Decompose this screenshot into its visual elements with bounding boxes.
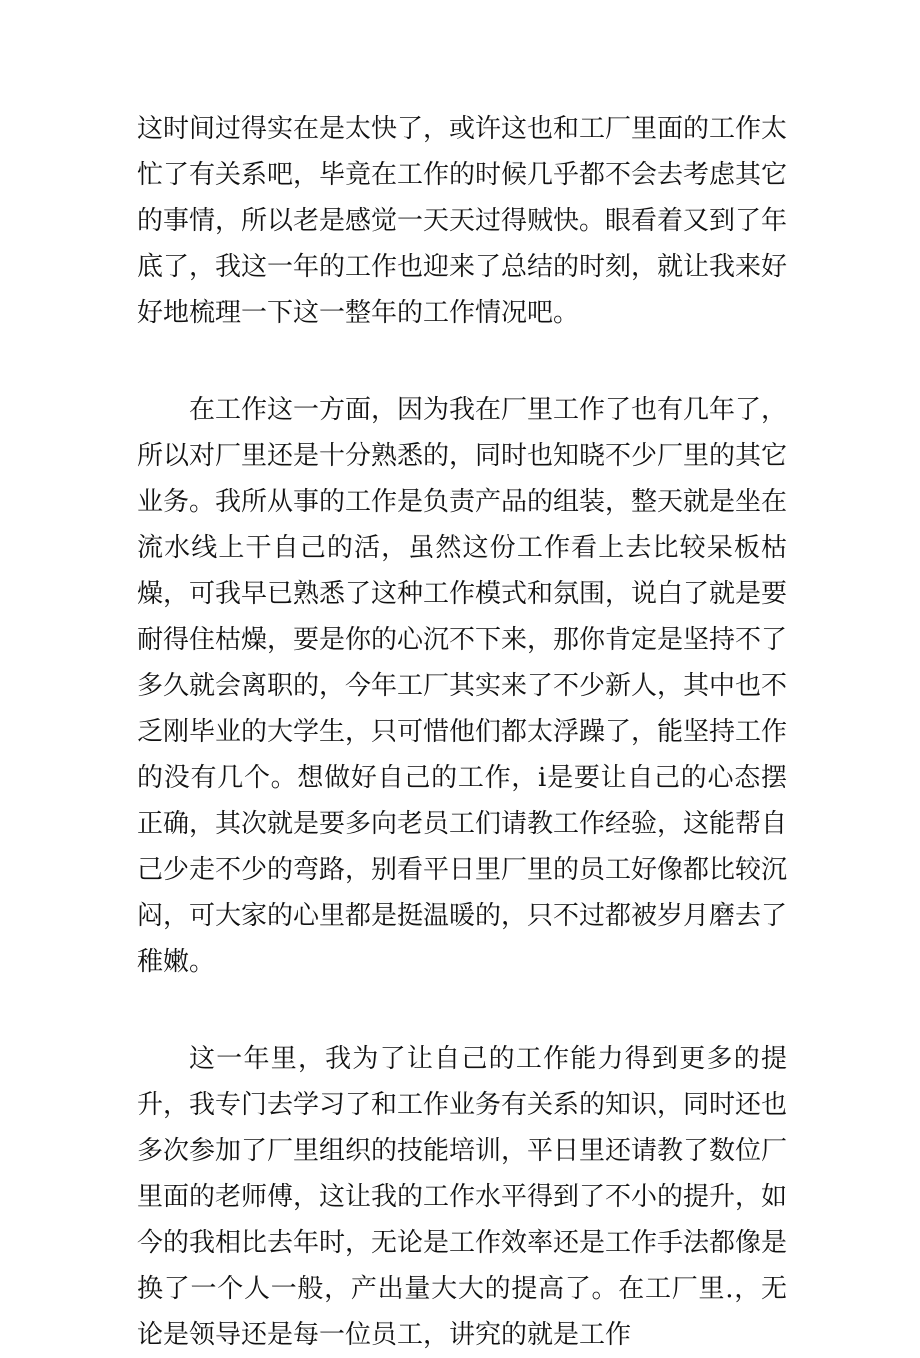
paragraph-3: 这一年里，我为了让自己的工作能力得到更多的提升，我专门去学习了和工作业务有关系的知识，同时还也多次参加了厂里组织的技能培训，平日里还请教了数位厂里面的老师傅，这让我的工作水平得到了不小的提升，如今的我相比去年时，无论是工作效率还是工作手法都像是换了一个人一般，产出量大大的提高了。在工厂里.，无论是领导还是每一位员工，讲究的就是工作: [137, 1044, 788, 1350]
paragraph-spacer: [137, 336, 787, 387]
paragraph-2: 在工作这一方面，因为我在厂里工作了也有几年了，所以对厂里还是十分熟悉的，同时也知晓不少厂里的其它业务。我所从事的工作是负责产品的组装，整天就是坐在流水线上干自己的活，虽然这份工作看上去比较呆板枯燥，可我早已熟悉了这种工作模式和氛围，说白了就是要耐得住枯燥，要是你的心沉不下来，那你肯定是坚持不了多久就会离职的，今年工厂其实来了不少新人，其中也不乏刚毕业的大学生，只可惜他们都太浮躁了，能坚持工作的没有几个。想做好自己的工作，i是要让自己的心态摆正确，其次就是要多向老员工们请教工作经验，这能帮自己少走不少的弯路，别看平日里厂里的员工好像都比较沉闷，可大家的心里都是挺温暖的，只不过都被岁月磨去了稚嫩。: [137, 395, 788, 977]
paragraph-spacer: [137, 985, 787, 1036]
paragraph-1: 这时间过得实在是太快了，或许这也和工厂里面的工作太忙了有关系吧，毕竟在工作的时候几乎都不会去考虑其它的事情，所以老是感觉一天天过得贼快。眼看着又到了年底了，我这一年的工作也迎来了总结的时刻，就让我来好好地梳理一下这一整年的工作情况吧。: [137, 114, 788, 328]
document-body: [137, 106, 787, 1358]
